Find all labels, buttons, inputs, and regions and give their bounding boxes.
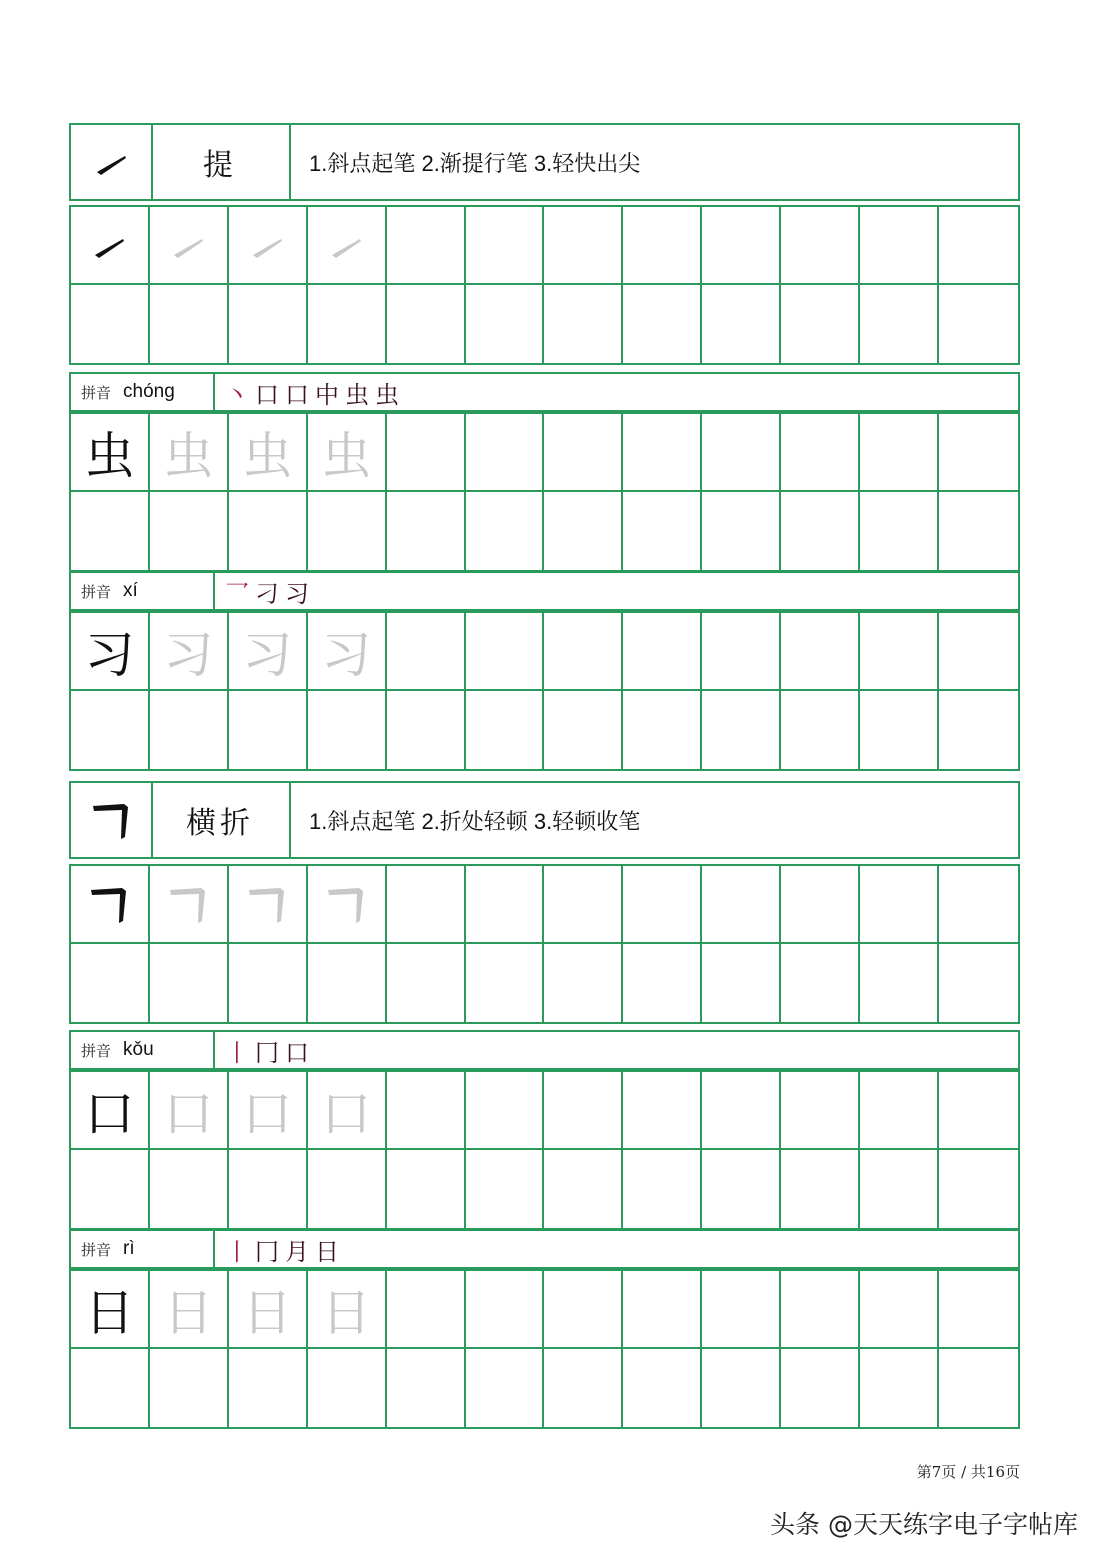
trace-cell[interactable] xyxy=(150,1072,229,1150)
blank-cell[interactable] xyxy=(466,207,545,285)
blank-cell[interactable] xyxy=(702,691,781,769)
blank-cell[interactable] xyxy=(939,285,1018,363)
blank-cell[interactable] xyxy=(544,414,623,492)
blank-cell[interactable] xyxy=(387,414,466,492)
blank-cell[interactable] xyxy=(150,1349,229,1427)
blank-cell[interactable] xyxy=(71,691,150,769)
practice-grid-ri xyxy=(69,1269,1020,1429)
trace-cell[interactable] xyxy=(308,1271,387,1349)
blank-cell[interactable] xyxy=(623,1271,702,1349)
blank-cell[interactable] xyxy=(939,1150,1018,1228)
blank-cell[interactable] xyxy=(702,285,781,363)
trace-cell[interactable] xyxy=(229,207,308,285)
blank-cell[interactable] xyxy=(623,691,702,769)
trace-cell[interactable] xyxy=(150,207,229,285)
stroke-tips: 1.斜点起笔 2.折处轻顿 3.轻顿收笔 xyxy=(309,808,641,834)
pinyin-bar-xi xyxy=(69,571,1020,611)
watermark: 头条 @天天练字电子字帖库 xyxy=(770,1510,1078,1539)
blank-cell[interactable] xyxy=(387,1349,466,1427)
blank-cell[interactable] xyxy=(702,414,781,492)
blank-cell[interactable] xyxy=(860,1349,939,1427)
blank-cell[interactable] xyxy=(781,1271,860,1349)
hengzhe-stroke-icon xyxy=(86,881,132,927)
blank-cell[interactable] xyxy=(939,1349,1018,1427)
stroke-header-hengzhe xyxy=(69,781,1020,859)
trace-char: 口 xyxy=(321,1085,372,1143)
ti-stroke-trace-icon xyxy=(326,225,366,265)
blank-cell[interactable] xyxy=(71,944,150,1022)
blank-cell[interactable] xyxy=(308,944,387,1022)
stroke-name: 横折 xyxy=(151,783,291,857)
blank-cell[interactable] xyxy=(387,492,466,570)
stroke-order-step: 乛 xyxy=(225,579,249,608)
stroke-order-step: 刁 xyxy=(255,579,279,608)
blank-cell[interactable] xyxy=(623,944,702,1022)
blank-cell[interactable] xyxy=(71,1349,150,1427)
blank-cell[interactable] xyxy=(466,1349,545,1427)
blank-cell[interactable] xyxy=(466,866,545,944)
blank-cell[interactable] xyxy=(781,691,860,769)
model-cell xyxy=(71,866,150,944)
blank-cell[interactable] xyxy=(860,866,939,944)
model-cell xyxy=(71,1072,150,1150)
blank-cell[interactable] xyxy=(939,492,1018,570)
blank-cell[interactable] xyxy=(544,944,623,1022)
stroke-name: 提 xyxy=(151,125,291,199)
blank-cell[interactable] xyxy=(466,1072,545,1150)
stroke-order xyxy=(225,573,309,609)
blank-cell[interactable] xyxy=(702,1072,781,1150)
blank-cell[interactable] xyxy=(544,285,623,363)
blank-cell[interactable] xyxy=(939,944,1018,1022)
trace-cell[interactable] xyxy=(229,1072,308,1150)
blank-cell[interactable] xyxy=(860,944,939,1022)
stroke-order-step: 丨 xyxy=(225,1237,249,1266)
pinyin-cell xyxy=(71,1231,215,1267)
blank-cell[interactable] xyxy=(939,613,1018,691)
blank-cell[interactable] xyxy=(308,691,387,769)
stroke-order-step: 口 xyxy=(285,380,309,409)
trace-cell[interactable] xyxy=(308,613,387,691)
hengzhe-stroke-trace-icon xyxy=(244,881,290,927)
blank-cell[interactable] xyxy=(623,1349,702,1427)
blank-cell[interactable] xyxy=(860,207,939,285)
trace-cell[interactable] xyxy=(229,414,308,492)
blank-cell[interactable] xyxy=(623,414,702,492)
blank-cell[interactable] xyxy=(544,492,623,570)
blank-cell[interactable] xyxy=(150,285,229,363)
trace-cell[interactable] xyxy=(308,1072,387,1150)
stroke-order-step: 冂 xyxy=(255,1237,279,1266)
pinyin-bar-chong xyxy=(69,372,1020,412)
blank-cell[interactable] xyxy=(623,1072,702,1150)
pinyin-bar-kou xyxy=(69,1030,1020,1070)
trace-cell[interactable] xyxy=(150,866,229,944)
hengzhe-stroke-trace-icon xyxy=(323,881,369,927)
blank-cell[interactable] xyxy=(229,1349,308,1427)
blank-cell[interactable] xyxy=(702,492,781,570)
model-cell xyxy=(71,1271,150,1349)
pinyin-label: 拼音 xyxy=(81,383,112,402)
blank-cell[interactable] xyxy=(939,1271,1018,1349)
pinyin-label: 拼音 xyxy=(81,1240,112,1259)
trace-char: 虫 xyxy=(242,427,293,485)
blank-cell[interactable] xyxy=(466,1150,545,1228)
blank-cell[interactable] xyxy=(466,1271,545,1349)
trace-char: 虫 xyxy=(163,427,214,485)
blank-cell[interactable] xyxy=(544,1271,623,1349)
blank-cell[interactable] xyxy=(150,944,229,1022)
blank-cell[interactable] xyxy=(71,492,150,570)
blank-cell[interactable] xyxy=(308,1150,387,1228)
blank-cell[interactable] xyxy=(623,1150,702,1228)
stroke-header-ti xyxy=(69,123,1020,201)
stroke-order-step: 丶 xyxy=(225,380,249,409)
blank-cell[interactable] xyxy=(702,1150,781,1228)
blank-cell[interactable] xyxy=(387,1150,466,1228)
blank-cell[interactable] xyxy=(150,691,229,769)
blank-cell[interactable] xyxy=(387,944,466,1022)
blank-cell[interactable] xyxy=(544,691,623,769)
stroke-order xyxy=(225,374,399,410)
blank-cell[interactable] xyxy=(308,1349,387,1427)
blank-cell[interactable] xyxy=(781,1072,860,1150)
blank-cell[interactable] xyxy=(781,613,860,691)
blank-cell[interactable] xyxy=(229,1150,308,1228)
pinyin-value: rì xyxy=(123,1238,135,1259)
trace-cell[interactable] xyxy=(150,1271,229,1349)
blank-cell[interactable] xyxy=(781,492,860,570)
blank-cell[interactable] xyxy=(150,1150,229,1228)
model-char: 虫 xyxy=(84,427,135,485)
pinyin-label: 拼音 xyxy=(81,1041,112,1060)
stroke-order-step: 月 xyxy=(285,1237,309,1266)
stroke-order-step: 口 xyxy=(255,380,279,409)
trace-cell[interactable] xyxy=(308,866,387,944)
model-char: 习 xyxy=(84,626,135,684)
practice-grid-ti xyxy=(69,205,1020,365)
blank-cell[interactable] xyxy=(466,414,545,492)
practice-grid-chong xyxy=(69,412,1020,572)
trace-cell[interactable] xyxy=(229,1271,308,1349)
trace-cell[interactable] xyxy=(308,207,387,285)
blank-cell[interactable] xyxy=(781,866,860,944)
blank-cell[interactable] xyxy=(939,691,1018,769)
blank-cell[interactable] xyxy=(466,613,545,691)
blank-cell[interactable] xyxy=(544,207,623,285)
trace-cell[interactable] xyxy=(150,414,229,492)
blank-cell[interactable] xyxy=(781,944,860,1022)
ti-stroke-trace-icon xyxy=(247,225,287,265)
trace-cell[interactable] xyxy=(229,866,308,944)
blank-cell[interactable] xyxy=(466,492,545,570)
blank-cell[interactable] xyxy=(623,207,702,285)
blank-cell[interactable] xyxy=(387,285,466,363)
pinyin-cell xyxy=(71,1032,215,1068)
trace-char: 习 xyxy=(321,626,372,684)
trace-char: 虫 xyxy=(321,427,372,485)
model-cell xyxy=(71,207,150,285)
stroke-order-step: 虫 xyxy=(345,380,369,409)
blank-cell[interactable] xyxy=(860,1271,939,1349)
blank-cell[interactable] xyxy=(308,285,387,363)
blank-cell[interactable] xyxy=(544,1150,623,1228)
blank-cell[interactable] xyxy=(229,944,308,1022)
blank-cell[interactable] xyxy=(544,613,623,691)
practice-grid-hengzhe xyxy=(69,864,1020,1024)
ti-stroke-trace-icon xyxy=(168,225,208,265)
blank-cell[interactable] xyxy=(939,414,1018,492)
blank-cell[interactable] xyxy=(544,1072,623,1150)
blank-cell[interactable] xyxy=(860,492,939,570)
blank-cell[interactable] xyxy=(387,1072,466,1150)
page-number: 第7页 / 共16页 xyxy=(916,1463,1020,1481)
blank-cell[interactable] xyxy=(229,285,308,363)
stroke-order-step: 习 xyxy=(285,579,309,608)
blank-cell[interactable] xyxy=(781,414,860,492)
blank-cell[interactable] xyxy=(71,1150,150,1228)
model-char: 日 xyxy=(84,1284,135,1342)
trace-cell[interactable] xyxy=(308,414,387,492)
stroke-order xyxy=(225,1032,309,1068)
pinyin-label: 拼音 xyxy=(81,582,112,601)
blank-cell[interactable] xyxy=(702,207,781,285)
blank-cell[interactable] xyxy=(71,285,150,363)
blank-cell[interactable] xyxy=(229,691,308,769)
blank-cell[interactable] xyxy=(229,492,308,570)
blank-cell[interactable] xyxy=(702,866,781,944)
hengzhe-stroke-icon xyxy=(88,797,134,843)
trace-char: 日 xyxy=(163,1284,214,1342)
blank-cell[interactable] xyxy=(939,1072,1018,1150)
blank-cell[interactable] xyxy=(860,1150,939,1228)
blank-cell[interactable] xyxy=(860,691,939,769)
blank-cell[interactable] xyxy=(623,492,702,570)
trace-cell[interactable] xyxy=(229,613,308,691)
pinyin-value: xí xyxy=(123,580,138,601)
stroke-glyph-cell xyxy=(71,125,153,199)
stroke-order-step: 日 xyxy=(315,1237,339,1266)
model-cell xyxy=(71,414,150,492)
practice-grid-kou xyxy=(69,1070,1020,1230)
pinyin-cell xyxy=(71,573,215,609)
pinyin-value: kǒu xyxy=(123,1039,154,1060)
blank-cell[interactable] xyxy=(939,866,1018,944)
stroke-order-step: 中 xyxy=(315,380,339,409)
trace-char: 习 xyxy=(163,626,214,684)
blank-cell[interactable] xyxy=(466,691,545,769)
blank-cell[interactable] xyxy=(939,207,1018,285)
ti-stroke-icon xyxy=(89,225,129,265)
blank-cell[interactable] xyxy=(860,1072,939,1150)
trace-char: 口 xyxy=(242,1085,293,1143)
blank-cell[interactable] xyxy=(544,866,623,944)
trace-cell[interactable] xyxy=(150,613,229,691)
blank-cell[interactable] xyxy=(702,1271,781,1349)
stroke-order-step: 口 xyxy=(285,1038,309,1067)
trace-char: 日 xyxy=(321,1284,372,1342)
stroke-order-step: 丨 xyxy=(225,1038,249,1067)
stroke-order-step: 虫 xyxy=(375,380,399,409)
blank-cell[interactable] xyxy=(544,1349,623,1427)
blank-cell[interactable] xyxy=(623,866,702,944)
blank-cell[interactable] xyxy=(702,944,781,1022)
blank-cell[interactable] xyxy=(466,944,545,1022)
practice-grid-xi xyxy=(69,611,1020,771)
pinyin-bar-ri xyxy=(69,1229,1020,1269)
model-char: 口 xyxy=(84,1085,135,1143)
hengzhe-stroke-trace-icon xyxy=(165,881,211,927)
stroke-order-step: 冂 xyxy=(255,1038,279,1067)
pinyin-cell xyxy=(71,374,215,410)
blank-cell[interactable] xyxy=(466,285,545,363)
blank-cell[interactable] xyxy=(860,414,939,492)
pinyin-value: chóng xyxy=(123,381,175,402)
blank-cell[interactable] xyxy=(781,1349,860,1427)
blank-cell[interactable] xyxy=(781,285,860,363)
blank-cell[interactable] xyxy=(781,1150,860,1228)
blank-cell[interactable] xyxy=(702,613,781,691)
blank-cell[interactable] xyxy=(387,1271,466,1349)
blank-cell[interactable] xyxy=(623,613,702,691)
blank-cell[interactable] xyxy=(150,492,229,570)
ti-stroke-icon xyxy=(91,142,131,182)
stroke-glyph-cell xyxy=(71,783,153,857)
trace-char: 口 xyxy=(163,1085,214,1143)
blank-cell[interactable] xyxy=(387,207,466,285)
blank-cell[interactable] xyxy=(781,207,860,285)
blank-cell[interactable] xyxy=(387,866,466,944)
stroke-order xyxy=(225,1231,339,1267)
stroke-tips: 1.斜点起笔 2.渐提行笔 3.轻快出尖 xyxy=(309,150,641,176)
model-cell xyxy=(71,613,150,691)
blank-cell[interactable] xyxy=(387,613,466,691)
blank-cell[interactable] xyxy=(702,1349,781,1427)
blank-cell[interactable] xyxy=(860,613,939,691)
blank-cell[interactable] xyxy=(387,691,466,769)
blank-cell[interactable] xyxy=(860,285,939,363)
trace-char: 习 xyxy=(242,626,293,684)
trace-char: 日 xyxy=(242,1284,293,1342)
blank-cell[interactable] xyxy=(623,285,702,363)
blank-cell[interactable] xyxy=(308,492,387,570)
